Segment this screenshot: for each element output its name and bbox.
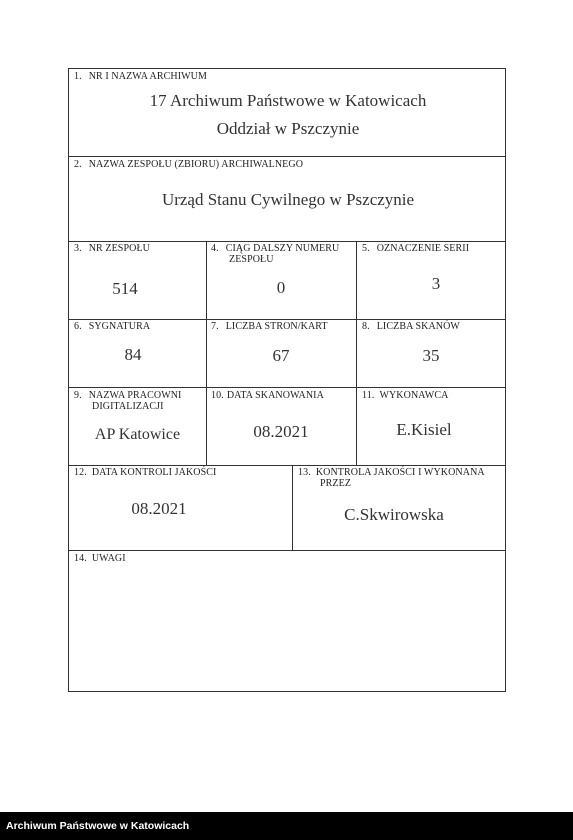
- field-label-text: NAZWA PRACOWNI: [88, 390, 182, 401]
- field-label-text: PRZEZ: [320, 478, 352, 489]
- field-label-text: NR I NAZWA ARCHIWUM: [88, 71, 207, 82]
- field-number: 13.: [298, 467, 311, 478]
- digitization-lab: AP Katowice: [94, 426, 181, 443]
- page-count: 67: [272, 346, 290, 365]
- field-label-text: CIĄG DALSZY NUMERU: [225, 243, 340, 254]
- field-10-label: [211, 390, 324, 401]
- archive-name: 17 Archiwum Państwowe w Katowicach: [149, 91, 427, 110]
- archive-footer-bar: [0, 812, 573, 840]
- footer-text: Archiwum Państwowe w Katowicach: [6, 820, 190, 832]
- field-4-label: [211, 243, 339, 265]
- field-label-text: DATA SKANOWANIA: [226, 390, 324, 401]
- field-number: 4.: [211, 243, 219, 254]
- signature: 84: [124, 345, 142, 364]
- fonds-continuation-number: 0: [276, 278, 286, 297]
- field-label-text: NAZWA ZESPOŁU (ZBIORU) ARCHIWALNEGO: [88, 159, 304, 170]
- field-3-label: [74, 243, 150, 254]
- row-divider: [69, 465, 505, 466]
- field-9-label: [74, 390, 182, 412]
- field-number: 2.: [74, 159, 82, 170]
- field-number: 7.: [211, 321, 219, 332]
- scan-date: 08.2021: [253, 422, 309, 441]
- quality-controller: C.Skwirowska: [344, 505, 444, 524]
- field-label-text: DIGITALIZACJI: [92, 401, 164, 412]
- row-divider: [69, 156, 505, 157]
- field-number: 12.: [74, 467, 87, 478]
- quality-control-date: 08.2021: [131, 499, 187, 518]
- field-label-text: NR ZESPOŁU: [88, 243, 150, 254]
- field-number: 5.: [362, 243, 370, 254]
- fonds-name: Urząd Stanu Cywilnego w Pszczynie: [161, 190, 415, 209]
- field-14-label: [74, 553, 126, 564]
- field-label-text: WYKONAWCA: [379, 390, 449, 401]
- field-number: 11.: [362, 390, 375, 401]
- field-number: 14.: [74, 553, 87, 564]
- field-label-text: OZNACZENIE SERII: [376, 243, 470, 254]
- field-number: 3.: [74, 243, 82, 254]
- archive-branch: Oddział w Pszczynie: [216, 119, 360, 138]
- field-6-label: [74, 321, 150, 332]
- field-label-text: SYGNATURA: [88, 321, 151, 332]
- field-5-label: [362, 243, 469, 254]
- series-designation: 3: [431, 274, 441, 293]
- field-11-label: [362, 390, 448, 401]
- field-label-text: DATA KONTROLI JAKOŚCI: [91, 467, 217, 478]
- field-number: 1.: [74, 71, 82, 82]
- field-label-text: LICZBA STRON/KART: [225, 321, 328, 332]
- row-divider: [69, 241, 505, 242]
- scan-count: 35: [422, 346, 440, 365]
- row-divider: [69, 387, 505, 388]
- row-divider: [69, 319, 505, 320]
- field-label-text: LICZBA SKANÓW: [376, 321, 460, 332]
- field-7-label: [211, 321, 328, 332]
- field-number: 9.: [74, 390, 82, 401]
- metadata-form: [68, 68, 506, 692]
- field-number: 6.: [74, 321, 82, 332]
- field-12-label: [74, 467, 216, 478]
- field-1-label: [74, 71, 207, 82]
- row-divider: [69, 550, 505, 551]
- fonds-number: 514: [112, 279, 138, 298]
- field-label-text: KONTROLA JAKOŚCI I WYKONANA: [315, 467, 485, 478]
- field-13-label: [298, 467, 485, 489]
- field-2-label: [74, 159, 303, 170]
- operator: E.Kisiel: [396, 420, 452, 439]
- field-label-text: UWAGI: [91, 553, 126, 564]
- field-8-label: [362, 321, 460, 332]
- field-label-text: ZESPOŁU: [229, 254, 274, 265]
- field-number: 8.: [362, 321, 370, 332]
- field-number: 10.: [211, 390, 224, 401]
